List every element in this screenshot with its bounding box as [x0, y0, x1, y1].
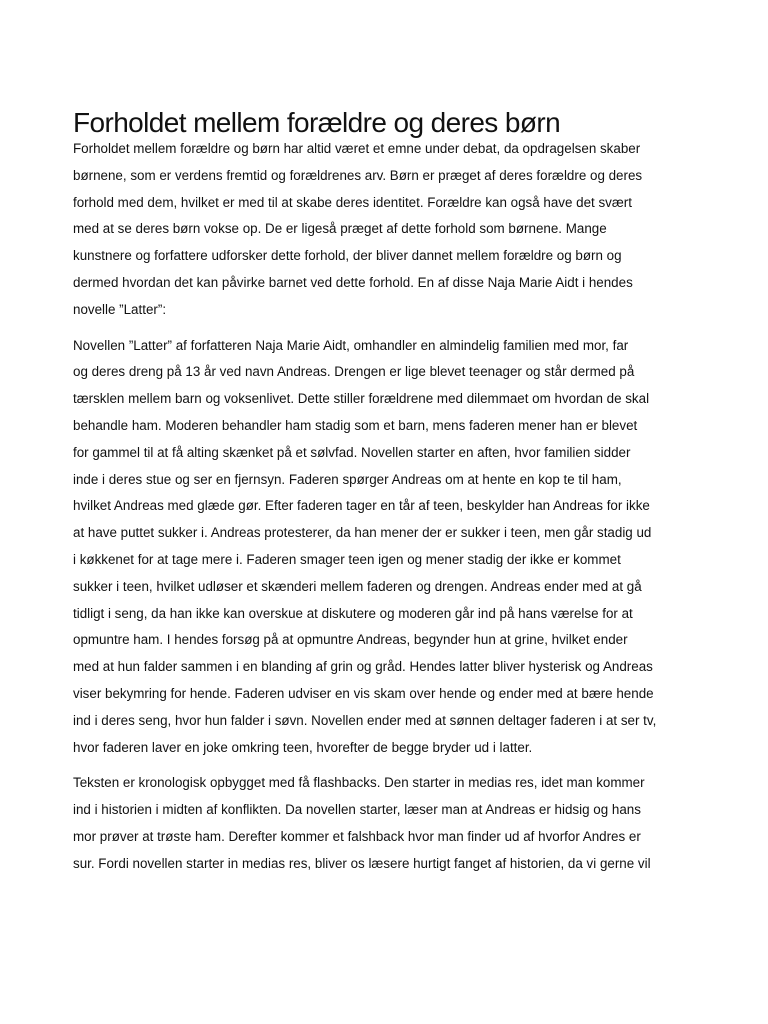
- paragraph-summary: [73, 333, 693, 762]
- text-line: mor prøver at trøste ham. Derefter kommer et falshback hvor man finder ud af hvorfor Andres er: [73, 828, 641, 844]
- text-line: og deres dreng på 13 år ved navn Andreas. Drengen er lige blevet teenager og står dermed på: [73, 364, 635, 380]
- text-line: viser bekymring for hende. Faderen udviser en vis skam over hende og ender med at bære hende: [73, 685, 654, 701]
- text-line: for gammel til at få alting skænket på et sølvfad. Novellen starter en aften, hvor familien sidder: [73, 444, 631, 460]
- text-line: Forholdet mellem forældre og børn har altid været et emne under debat, da opdragelsen skaber: [73, 141, 641, 156]
- text-line: opmuntre ham. I hendes forsøg på at opmuntre Andreas, begynder hun at grine, hvilket ender: [73, 632, 628, 648]
- text-line: novelle ”Latter”:: [73, 301, 167, 317]
- text-line: tidligt i seng, da han ikke kan overskue at diskutere og moderen går ind på hans værelse for at: [73, 605, 633, 621]
- text-line: sukker i teen, hvilket udløser et skænderi mellem faderen og drengen. Andreas ender med at gå: [73, 578, 642, 594]
- text-line: sur. Fordi novellen starter in medias res, bliver os læsere hurtigt fanget af historien, da vi gerne vil: [73, 855, 651, 871]
- paragraph-structure: [73, 770, 693, 877]
- text-line: tærsklen mellem barn og voksenlivet. Dette stiller forældrene med dilemmaet om hvordan de skal: [73, 391, 650, 407]
- text-line: hvilket Andreas med glæde gør. Efter faderen tager en tår af teen, beskylder han Andreas for ikke: [73, 498, 650, 514]
- text-line: dermed hvordan det kan påvirke barnet ved dette forhold. En af disse Naja Marie Aidt i hendes: [73, 274, 633, 290]
- paragraph-intro: [73, 136, 693, 324]
- text-line: med at se deres børn vokse op. De er ligeså præget af dette forhold som børnene. Mange: [73, 221, 607, 237]
- text-line: forhold med dem, hvilket er med til at skabe deres identitet. Forældre kan også have det svært: [73, 194, 632, 210]
- text-line: i køkkenet for at tage mere i. Faderen smager teen igen og mener stadig der ikke er kommet: [73, 551, 621, 567]
- text-line: kunstnere og forfattere udforsker dette forhold, der bliver dannet mellem forældre og børn og: [73, 248, 622, 264]
- text-line: Novellen ”Latter” af forfatteren Naja Marie Aidt, omhandler en almindelig familien med mor, far: [73, 337, 629, 353]
- text-line: hvor faderen laver en joke omkring teen, hvorefter de begge bryder ud i latter.: [73, 739, 533, 755]
- document-body: [73, 136, 693, 887]
- document-title: Forholdet mellem forældre og deres børn: [73, 107, 561, 138]
- text-line: ind i historien i midten af konflikten. Da novellen starter, læser man at Andreas er hidsig og hans: [73, 802, 641, 818]
- text-line: Teksten er kronologisk opbygget med få flashbacks. Den starter in medias res, idet man kommer: [73, 775, 645, 791]
- text-line: behandle ham. Moderen behandler ham stadig som et barn, mens faderen mener han er blevet: [73, 417, 638, 433]
- text-line: med at hun falder sammen i en blanding af grin og gråd. Hendes latter bliver hysterisk og Andreas: [73, 659, 653, 675]
- text-line: at have puttet sukker i. Andreas protesterer, da han mener der er sukker i teen, men går stadig ud: [73, 525, 652, 541]
- text-line: inde i deres stue og ser en fjernsyn. Faderen spørger Andreas om at hente en kop te til ham,: [73, 471, 622, 487]
- text-line: børnene, som er verdens fremtid og forældrenes arv. Børn er præget af deres forældre og deres: [73, 167, 643, 183]
- text-line: ind i deres seng, hvor hun falder i søvn. Novellen ender med at sønnen deltager faderen i at ser tv,: [73, 712, 657, 728]
